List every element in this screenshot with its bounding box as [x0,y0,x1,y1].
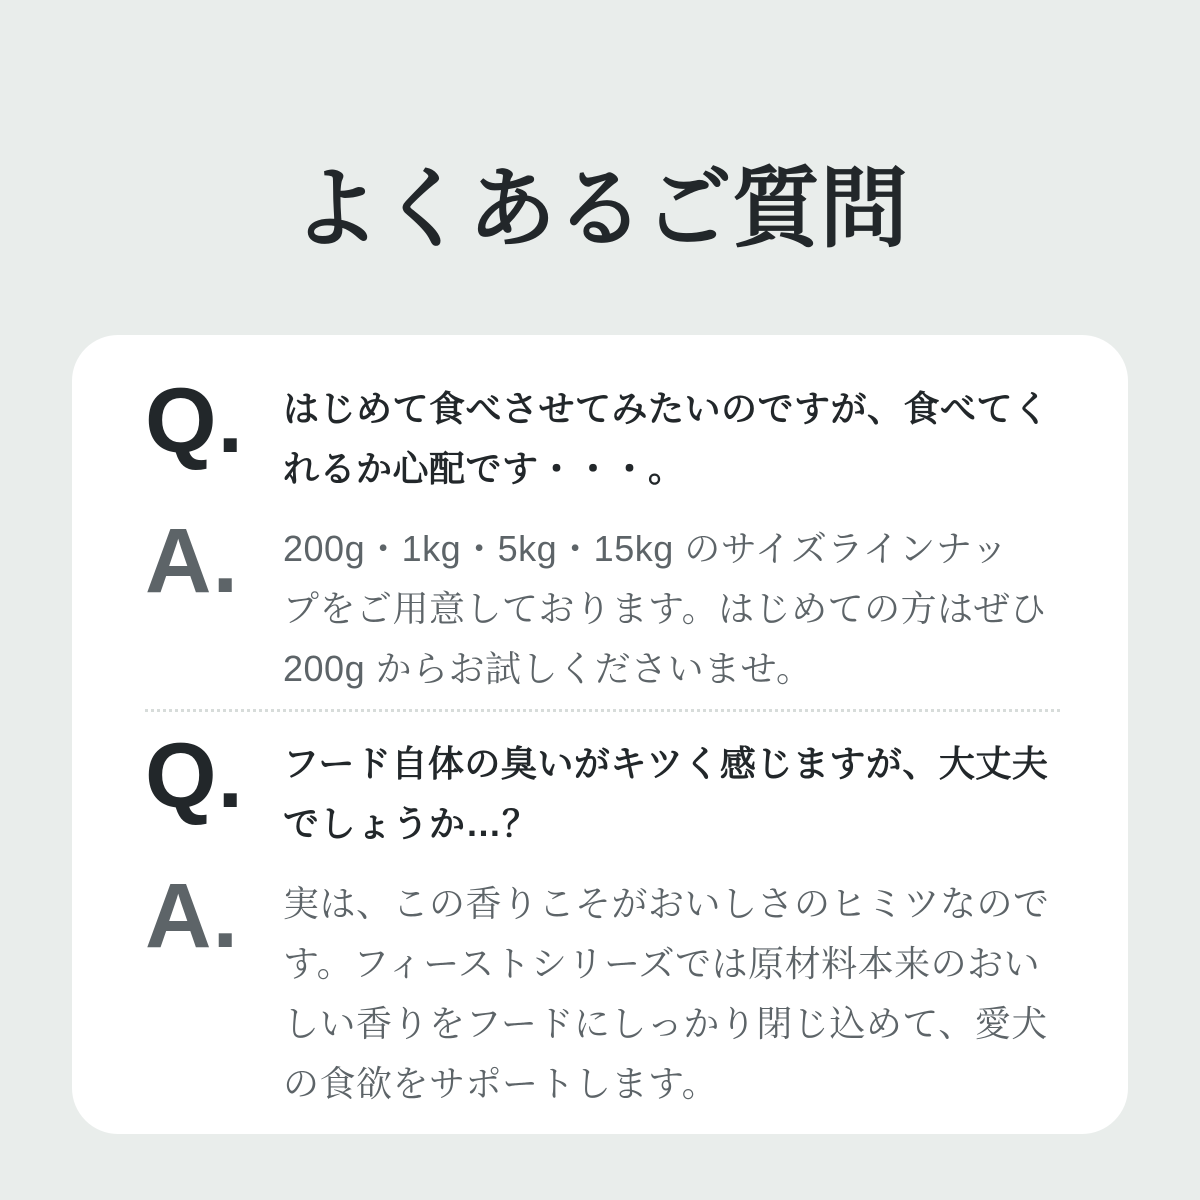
divider [145,709,1060,712]
question-line: れるか心配です・・・。 [283,448,685,489]
question-text [283,379,1060,499]
question-marker-col [145,370,283,472]
answer-line: 200g・1kg・5kg・15kg のサイズラインナッ [283,528,1009,569]
faq-item-1-question [145,370,1060,499]
answer-line: しい香りをフードにしっかり閉じ込めて、愛犬 [283,1003,1048,1044]
faq-item-1-answer [145,510,1060,699]
faq-item-2 [145,725,1060,1114]
faq-card [72,335,1128,1134]
answer-line: の食欲をサポートします。 [283,1063,719,1104]
answer-text [283,874,1060,1114]
question-line: でしょうか…？ [283,803,539,844]
answer-marker: A. [145,510,239,612]
faq-item-1 [145,370,1060,699]
answer-marker: A. [145,865,239,967]
question-text [283,734,1060,854]
question-marker: Q. [145,370,245,472]
page-title: よくあるご質問 [291,159,908,258]
question-line: フード自体の臭いがキツく感じますが、大丈夫 [283,743,1049,784]
answer-marker-col [145,865,283,967]
question-marker: Q. [145,725,245,827]
question-marker-col [145,725,283,827]
answer-text [283,519,1060,699]
faq-item-2-answer [145,865,1060,1114]
faq-item-2-question [145,725,1060,854]
answer-marker-col [145,510,283,612]
question-line: はじめて食べさせてみたいのですが、食べてく [283,388,1050,429]
answer-line: す。フィーストシリーズでは原材料本来のおい [283,943,1041,984]
answer-line: プをご用意しております。はじめての方はぜひ [283,588,1047,629]
answer-line: 200g からお試しくださいませ。 [283,648,813,689]
answer-line: 実は、この香りこそがおいしさのヒミツなので [283,883,1050,924]
